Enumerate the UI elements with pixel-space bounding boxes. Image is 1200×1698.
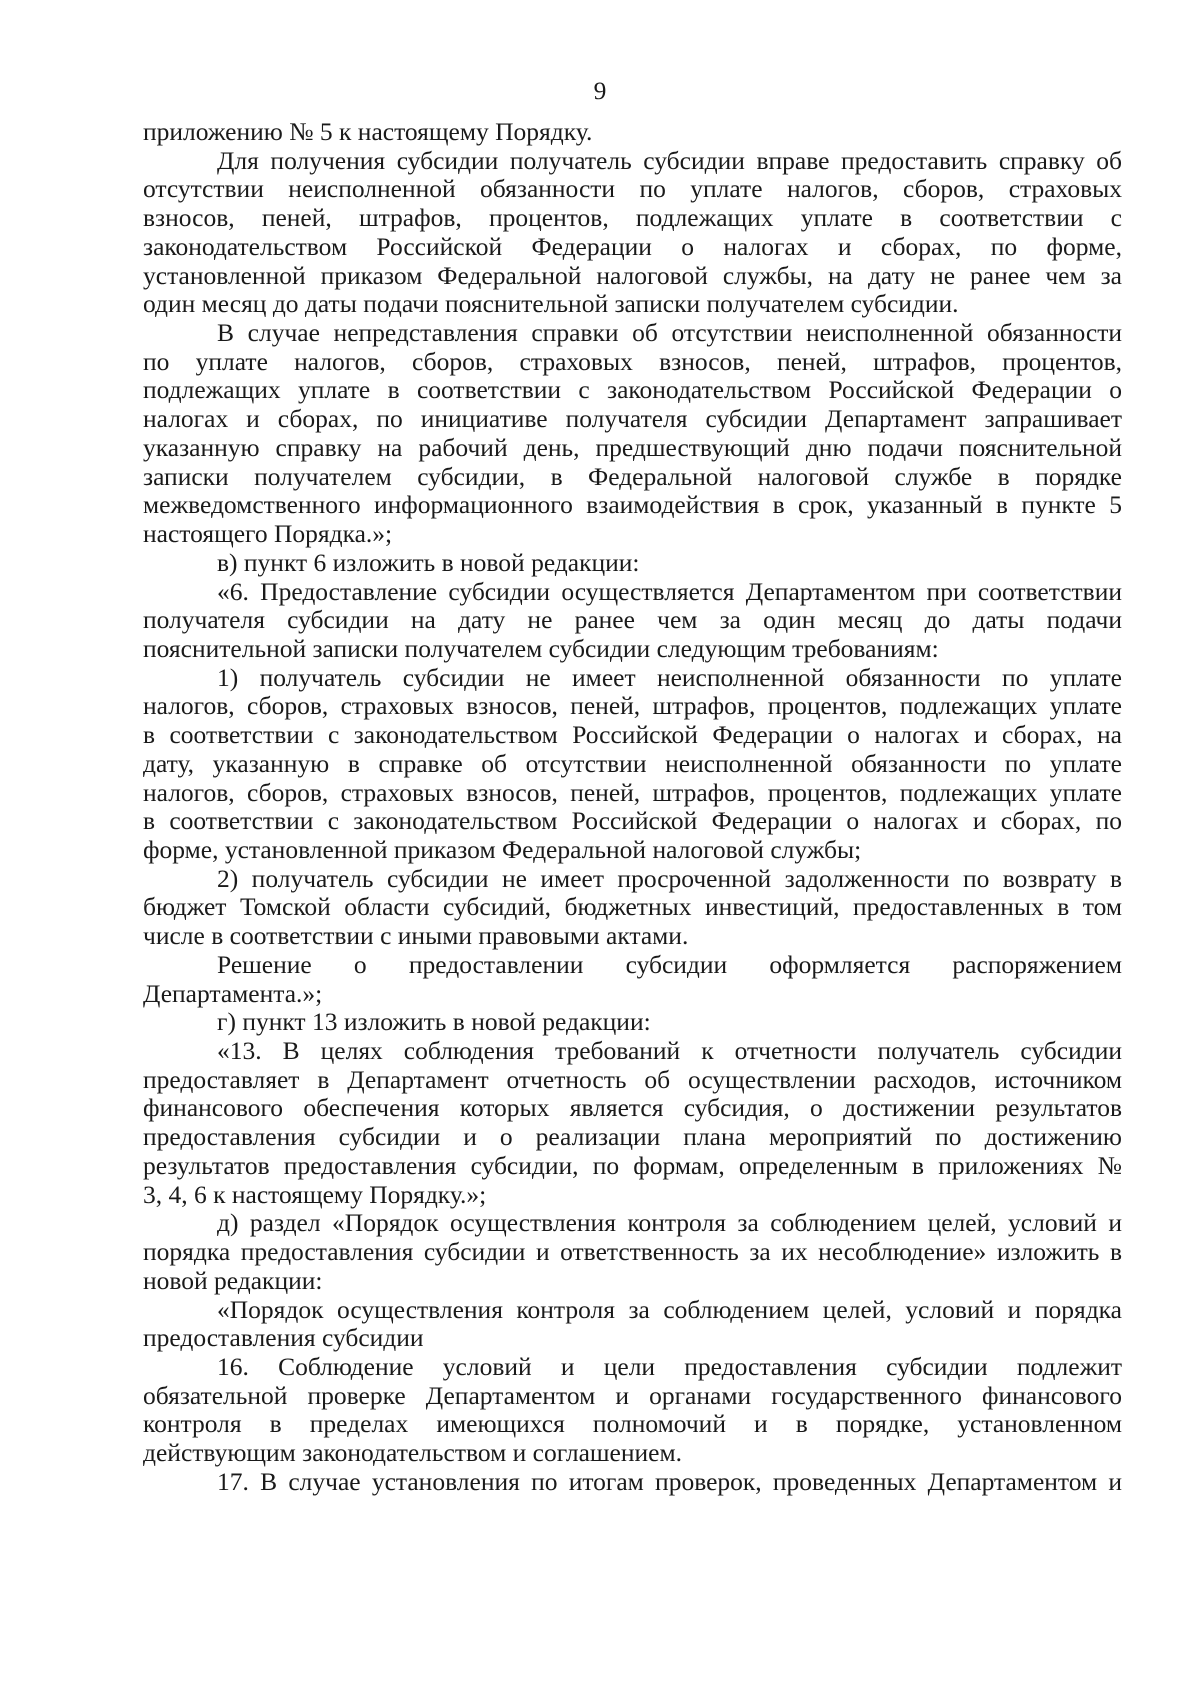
text-line: действующим законодательством и соглашением. <box>143 1438 682 1468</box>
text-line: приложению № 5 к настоящему Порядку. <box>143 117 593 146</box>
text-line: указанную справку на рабочий день, предшествующий дню подачи пояснительной <box>143 432 1122 462</box>
text-line: налогах и сборах, по инициативе получателя субсидии Департамент запрашивает <box>143 404 1122 434</box>
text-line: 16. Соблюдение условий и цели предоставления субсидии подлежит <box>217 1351 1122 1381</box>
text-line: отсутствии неисполненной обязанности по уплате налогов, сборов, страховых <box>143 174 1122 204</box>
text-line: взносов, пеней, штрафов, процентов, подлежащих уплате в соответствии с <box>143 203 1122 233</box>
text-line: получателя субсидии на дату не ранее чем за один месяц до даты подачи <box>143 605 1122 635</box>
text-line: предоставления субсидии <box>143 1323 424 1353</box>
text-line: Для получения субсидии получатель субсидии вправе предоставить справку об <box>217 145 1122 175</box>
text-line: пояснительной записки получателем субсидии следующим требованиям: <box>143 633 939 663</box>
text-line: «Порядок осуществления контроля за соблюдением целей, условий и порядка <box>217 1294 1122 1324</box>
text-line: финансового обеспечения которых является субсидия, о достижении результатов <box>143 1093 1122 1123</box>
text-line: Решение о предоставлении субсидии оформляется распоряжением <box>217 949 1122 979</box>
text-line: в соответствии с законодательством Российской Федерации о налогах и сборах, по <box>143 806 1122 836</box>
text-line: Департамента.»; <box>143 978 323 1008</box>
text-line: обязательной проверке Департаментом и органами государственного финансового <box>143 1380 1122 1410</box>
text-line: предоставляет в Департамент отчетность об осуществлении расходов, источником <box>143 1064 1122 1094</box>
text-line: бюджет Томской области субсидий, бюджетных инвестиций, предоставленных в том <box>143 892 1122 922</box>
text-line: 3, 4, 6 к настоящему Порядку.»; <box>143 1179 487 1209</box>
text-line: настоящего Порядка.»; <box>143 519 393 549</box>
text-line: порядка предоставления субсидии и ответственность за их несоблюдение» изложить в <box>143 1237 1122 1267</box>
text-line: дату, указанную в справке об отсутствии неисполненной обязанности по уплате <box>143 748 1122 778</box>
text-line: подлежащих уплате в соответствии с законодательством Российской Федерации о <box>143 375 1122 405</box>
text-line: результатов предоставления субсидии, по формам, определенным в приложениях № <box>143 1150 1122 1180</box>
text-line: законодательством Российской Федерации о налогах и сборах, по форме, <box>143 231 1122 261</box>
text-line: «6. Предоставление субсидии осуществляется Департаментом при соответствии <box>217 576 1122 606</box>
text-line: один месяц до даты подачи пояснительной записки получателем субсидии. <box>143 289 959 319</box>
text-line: предоставления субсидии и о реализации плана мероприятий по достижению <box>143 1122 1122 1152</box>
text-line: новой редакции: <box>143 1265 323 1295</box>
text-line: межведомственного информационного взаимодействия в срок, указанный в пункте 5 <box>143 490 1122 520</box>
text-line: налогов, сборов, страховых взносов, пеней, штрафов, процентов, подлежащих уплате <box>143 691 1122 721</box>
text-line: д) раздел «Порядок осуществления контроля за соблюдением целей, условий и <box>217 1208 1122 1238</box>
text-line: 1) получатель субсидии не имеет неисполненной обязанности по уплате <box>217 662 1122 692</box>
text-line: в соответствии с законодательством Российской Федерации о налогах и сборах, на <box>143 720 1122 750</box>
text-line: В случае непредставления справки об отсутствии неисполненной обязанности <box>217 318 1122 348</box>
page-number: 9 <box>593 76 607 105</box>
text-line: г) пункт 13 изложить в новой редакции: <box>217 1007 651 1037</box>
text-line: установленной приказом Федеральной налоговой службы, на дату не ранее чем за <box>143 260 1122 290</box>
text-line: 2) получатель субсидии не имеет просроченной задолженности по возврату в <box>217 863 1122 893</box>
text-line: записки получателем субсидии, в Федеральной налоговой службе в порядке <box>143 461 1122 491</box>
text-line: числе в соответствии с иными правовыми актами. <box>143 921 689 951</box>
text-line: в) пункт 6 изложить в новой редакции: <box>217 547 640 577</box>
text-line: налогов, сборов, страховых взносов, пеней, штрафов, процентов, подлежащих уплате <box>143 777 1122 807</box>
text-line: форме, установленной приказом Федеральной налоговой службы; <box>143 835 862 864</box>
text-line: 17. В случае установления по итогам проверок, проведенных Департаментом и <box>217 1466 1122 1496</box>
text-line: «13. В целях соблюдения требований к отчетности получатель субсидии <box>217 1036 1122 1066</box>
text-line: по уплате налогов, сборов, страховых взносов, пеней, штрафов, процентов, <box>143 346 1122 376</box>
text-line: контроля в пределах имеющихся полномочий и в порядке, установленном <box>143 1409 1122 1439</box>
